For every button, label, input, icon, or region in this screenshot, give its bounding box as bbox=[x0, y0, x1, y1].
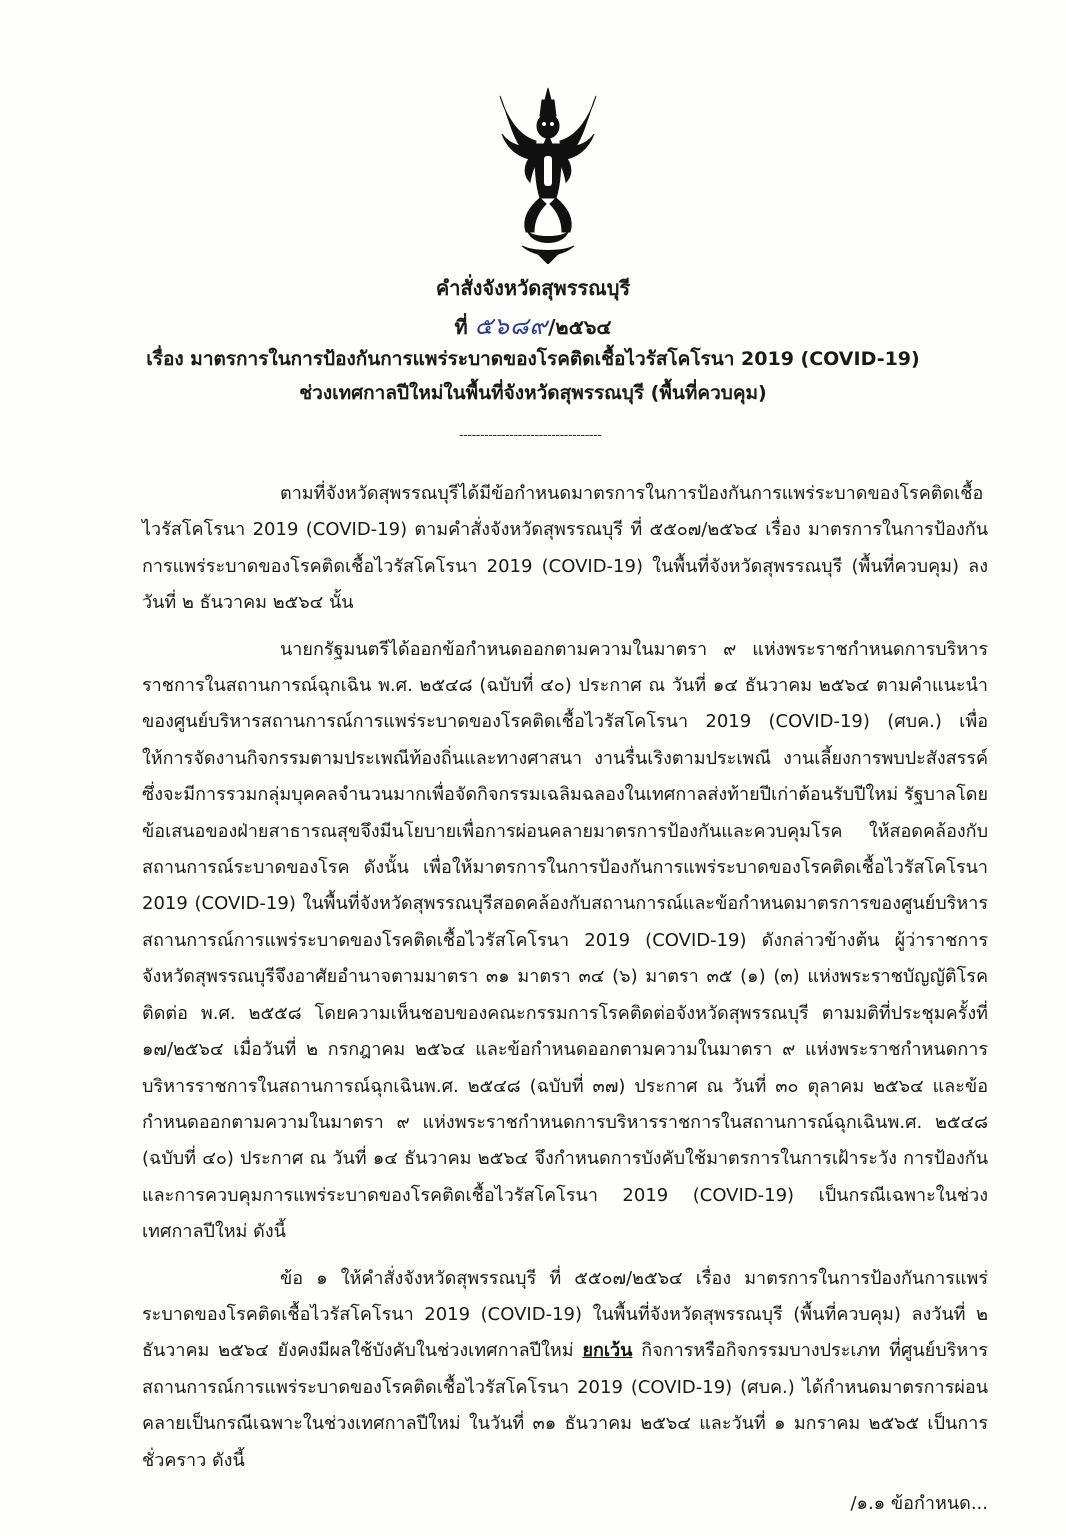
handwritten-number: ๕๖๘๙ bbox=[474, 312, 549, 340]
continuation-note: /๑.๑ ข้อกำหนด... bbox=[850, 1493, 988, 1514]
paragraph-2: นายกรัฐมนตรีได้ออกข้อกำหนดออกตามความในมาตรา ๙ แห่งพระราชกำหนดการบริหารราชการในสถานการณ์ฉุกเฉิน พ.ศ. ๒๕๔๘ (ฉบับที่ ๔๐) ประกาศ ณ วันที่ ๑๔ ธันวาคม ๒๕๖๔ ตามคำแนะนำของศูนย์บริหารสถานการณ์การแพร่ระบาดของโรคติดเชื้อไวรัสโคโรนา 2019 (COVID-19) (ศบค.) เพื่อให้การจัดงานกิจกรรมตามประเพณีท้องถิ่นและทางศาสนา งานรื่นเริงตามประเพณี งานเลี้ยงการพบปะสังสรรค์ ซึ่งจะมีการรวมกลุ่มบุคคลจำนวนมากเพื่อจัดกิจกรรมเฉลิมฉลองในเทศกาลส่งท้ายปีเก่าต้อนรับปีใหม่ รัฐบาลโดยข้อเสนอของฝ่ายสาธารณสุขจึงมีนโยบายเพื่อการผ่อนคลายมาตรการป้องกันและควบคุมโรค ให้สอดคล้องกับสถานการณ์ระบาดของโรค ดังนั้น เพื่อให้มาตรการในการป้องกันการแพร่ระบาดของโรคติดเชื้อไวรัสโคโรนา 2019 (COVID-19) ในพื้นที่จังหวัดสุพรรณบุรีสอดคล้องกับสถานการณ์และข้อกำหนดมาตรการของศูนย์บริหารสถานการณ์การแพร่ระบาดของโรคติดเชื้อไวรัสโคโรนา 2019 (COVID-19) ดังกล่าวข้างต้น ผู้ว่าราชการจังหวัดสุพรรณบุรีจึงอาศัยอำนาจตามมาตรา ๓๑ มาตรา ๓๔ (๖) มาตรา ๓๕ (๑) (๓) แห่งพระราชบัญญัติโรคติดต่อ พ.ศ. ๒๕๕๘ โดยความเห็นชอบของคณะกรรมการโรคติดต่อจังหวัดสุพรรณบุรี ตามมติที่ประชุมครั้งที่ ๑๗/๒๕๖๔ เมื่อวันที่ ๒ กรกฎาคม ๒๕๖๔ และข้อกำหนดออกตามความในมาตรา ๙ แห่งพระราชกำหนดการบริหารราชการในสถานการณ์ฉุกเฉินพ.ศ. ๒๕๔๘ (ฉบับที่ ๓๗) ประกาศ ณ วันที่ ๓๐ ตุลาคม ๒๕๖๔ และข้อกำหนดออกตามความในมาตรา ๙ แห่งพระราชกำหนดการบริหารราชการในสถานการณ์ฉุกเฉินพ.ศ. ๒๕๔๘ (ฉบับที่ ๔๐) ประกาศ ณ วันที่ ๑๔ ธันวาคม ๒๕๖๔ จึงกำหนดการบังคับใช้มาตรการในการเฝ้าระวัง การป้องกันและการควบคุมการแพร่ระบาดของโรคติดเชื้อไวรัสโคโรนา 2019 (COVID-19) เป็นกรณีเฉพาะในช่วงเทศกาลปีใหม่ ดังนี้ bbox=[142, 638, 988, 1243]
paragraph-3: ข้อ ๑ ให้คำสั่งจังหวัดสุพรรณบุรี ที่ ๕๕๐๗/๒๕๖๔ เรื่อง มาตรการในการป้องกันการแพร่ระบาดของโรคติดเชื้อไวรัสโคโรนา 2019 (COVID-19) ในพื้นที่จังหวัดสุพรรณบุรี (พื้นที่ควบคุม) ลงวันที่ ๒ ธันวาคม ๒๕๖๔ ยังคงมีผลใช้บังคับในช่วงเทศกาลปีใหม่ ยกเว้น กิจการหรือกิจกรรมบางประเภท ที่ศูนย์บริหารสถานการณ์การแพร่ระบาดของโรคติดเชื้อไวรัสโคโรนา 2019 (COVID-19) (ศบค.) ได้กำหนดมาตรการผ่อนคลายเป็นกรณีเฉพาะในช่วงเทศกาลปีใหม่ ในวันที่ ๓๑ ธันวาคม ๒๕๖๔ และวันที่ ๑ มกราคม ๒๕๖๕ เป็นการชั่วคราว ดังนี้ bbox=[142, 1267, 989, 1471]
divider-line: ---------------------------------- bbox=[459, 428, 602, 443]
paragraph-1: ตามที่จังหวัดสุพรรณบุรีได้มีข้อกำหนดมาตรการในการป้องกันการแพร่ระบาดของโรคติดเชื้อไวรัสโคโรนา 2019 (COVID-19) ตามคำสั่งจังหวัดสุพรรณบุรี ที่ ๕๕๐๗/๒๕๖๔ เรื่อง มาตรการในการป้องกันการแพร่ระบาดของโรคติดเชื้อไวรัสโคโรนา 2019 (COVID-19) ในพื้นที่จังหวัดสุพรรณบุรี (พื้นที่ควบคุม) ลงวันที่ ๒ ธันวาคม ๒๕๖๔ นั้น bbox=[142, 483, 988, 614]
document-body bbox=[142, 476, 988, 1479]
order-number bbox=[0, 306, 1066, 345]
garuda-emblem-icon bbox=[498, 86, 598, 264]
document-title: คำสั่งจังหวัดสุพรรณบุรี bbox=[435, 276, 631, 300]
emphasis-exception: ยกเว้น bbox=[582, 1340, 633, 1362]
subject-line-1: เรื่อง มาตรการในการป้องกันการแพร่ระบาดของโรคติดเชื้อไวรัสโคโรนา 2019 (COVID-19) bbox=[146, 348, 920, 370]
number-suffix: /๒๕๖๔ bbox=[548, 315, 612, 339]
subject-line-2: ช่วงเทศกาลปีใหม่ในพื้นที่จังหวัดสุพรรณบุรี (พื้นที่ควบคุม) bbox=[299, 382, 767, 404]
number-prefix: ที่ bbox=[454, 315, 468, 339]
